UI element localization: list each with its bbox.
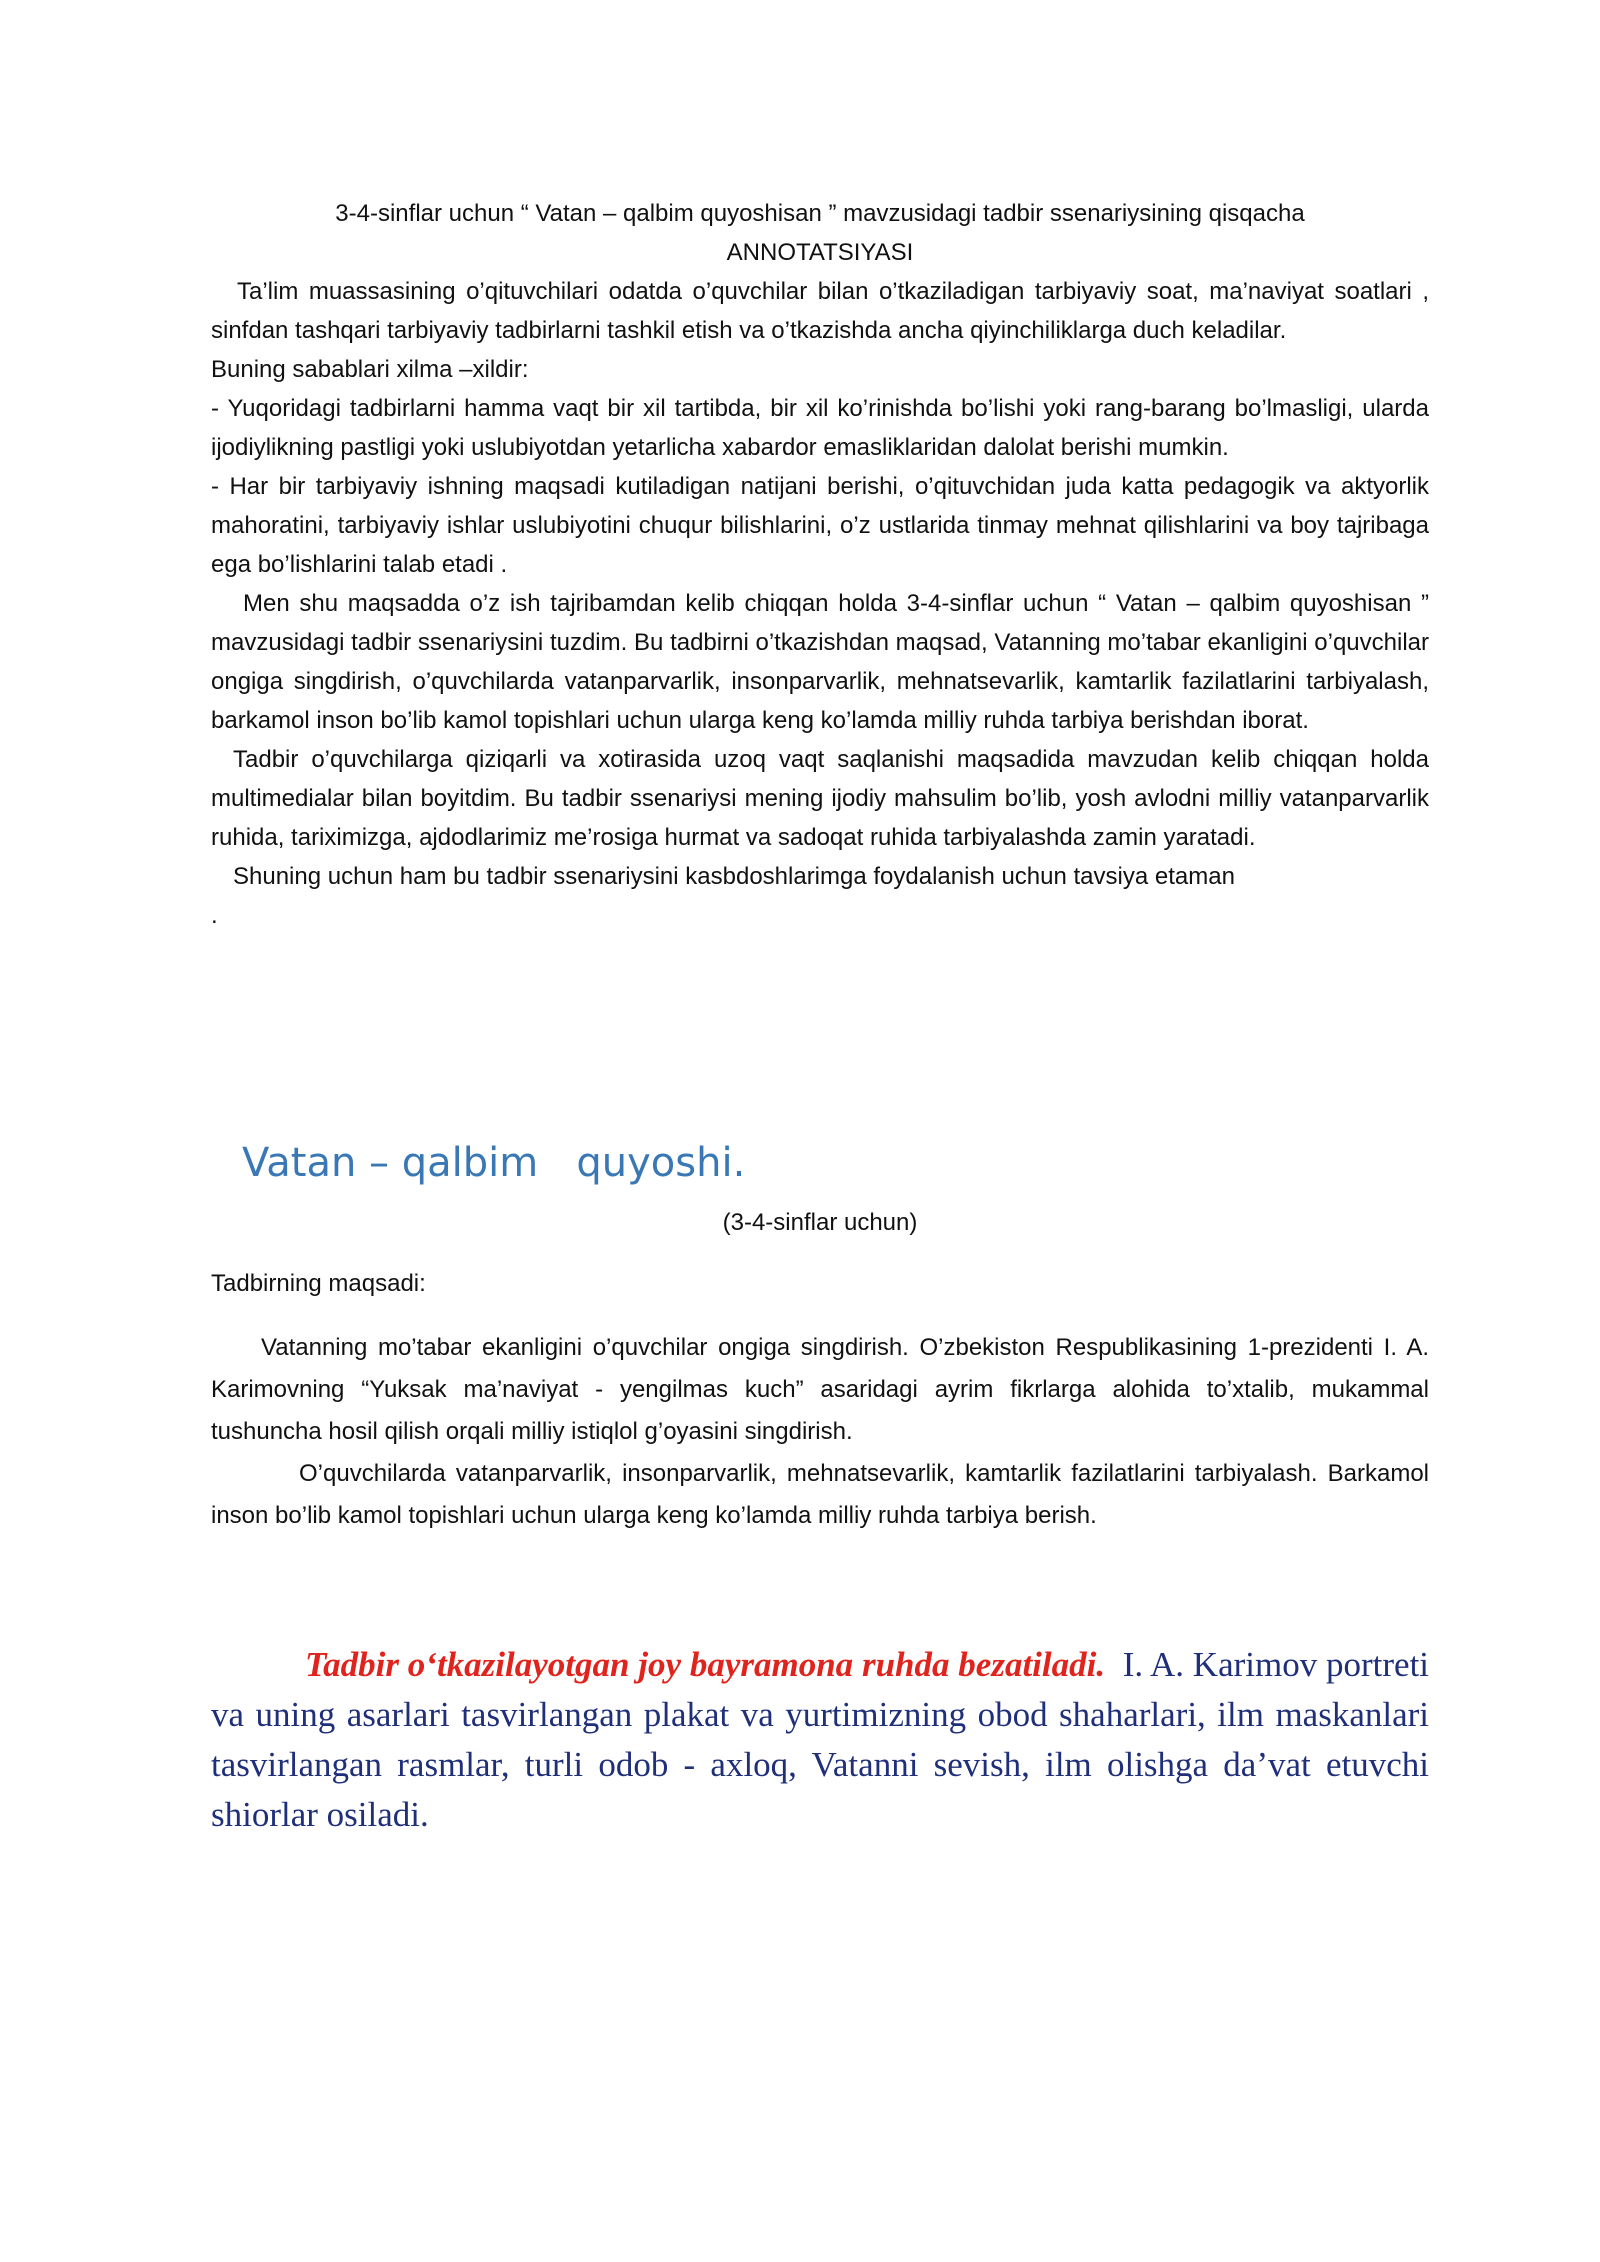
goal-label: Tadbirning maqsadi: bbox=[211, 1270, 426, 1297]
goal-paragraph-2: O’quvchilarda vatanparvarlik, insonparvarlik, mehnatsevarlik, kamtarlik fazilatlarini tarbiyalash. Barkamol inson bo’lib kamol topishlari uchun ularga keng ko’lamda milliy ruhda tarbiya berish. bbox=[211, 1460, 1429, 1529]
annotation-paragraph-7: Shuning uchun ham bu tadbir ssenariysini kasbdoshlarimga foydalanish uchun tavsiya etaman bbox=[233, 863, 1235, 890]
goal-paragraph-1: Vatanning mo’tabar ekanligini o’quvchilar ongiga singdirish. O’zbekiston Respublikasining 1-prezidenti I. A. Karimovning “Yuksak ma’naviyat - yengilmas kuch” asaridagi ayrim fikrlarga alohida to’xtalib, mukammal tushuncha hosil qilish orqali milliy istiqlol g’oyasini singdirish. bbox=[211, 1334, 1429, 1445]
annotation-body bbox=[211, 272, 1429, 935]
annotation-paragraph-5: Men shu maqsadda o’z ish tajribamdan kelib chiqqan holda 3-4-sinflar uchun “ Vatan – qalbim quyoshisan ” mavzusidagi tadbir ssenariysini tuzdim. Bu tadbirni o’tkazishdan maqsad, Vatanning mo’tabar ekanligini o’quvchilar ongiga singdirish, o’quvchilarda vatanparvarlik, insonparvarlik, mehnatsevarlik, kamtarlik fazilatlarini tarbiyalash, barkamol inson bo’lib kamol topishlari uchun ularga keng ko’lamda milliy ruhda tarbiya berishdan iborat. bbox=[211, 590, 1429, 734]
annotation-paragraph-1: Ta’lim muassasining o’qituvchilari odatda o’quvchilar bilan o’tkaziladigan tarbiyaviy soat, ma’naviyat soatlari , sinfdan tashqari tarbiyaviy tadbirlarni tashkil etish va o’tkazishda ancha qiyinchiliklarga duch keladilar. bbox=[211, 278, 1429, 344]
annotation-paragraph-3: - Yuqoridagi tadbirlarni hamma vaqt bir xil tartibda, bir xil ko’rinishda bo’lishi yoki rang-barang bo’lmasligi, ularda ijodiylikning pastligi yoki uslubiyotdan yetarlicha xabardor emasliklaridan dalolat berishi mumkin. bbox=[211, 395, 1429, 461]
annotation-paragraph-7-end: . bbox=[211, 902, 218, 929]
decoration-note: Tadbir o‘tkazilayotgan joy bayramona ruhda bezatiladi. bbox=[305, 1645, 1106, 1684]
annotation-paragraph-2: Buning sabablari xilma –xildir: bbox=[211, 356, 529, 383]
event-subheading: (3-4-sinflar uchun) bbox=[722, 1209, 918, 1236]
annotation-title bbox=[211, 194, 1429, 272]
annotation-paragraph-6: Tadbir o’quvchilarga qiziqarli va xotirasida uzoq vaqt saqlanishi maqsadida mavzudan kelib chiqqan holda multimedialar bilan boyitdim. Bu tadbir ssenariysi mening ijodiy mahsulim bo’lib, yosh avlodni milliy vatanparvarlik ruhida, tariximizga, ajdodlarimiz me’rosiga hurmat va sadoqat ruhida tarbiyalashda zamin yaratadi. bbox=[211, 746, 1429, 851]
decoration-description: I. A. Karimov portreti va uning asarlari tasvirlangan plakat va yurtimizning obod shaharlari, ilm maskanlari tasvirlangan rasmlar, turli odob - axloq, Vatanni sevish, ilm olishga da’vat etuvchi shiorlar osiladi. bbox=[211, 1645, 1430, 1834]
annotation-title-line2: ANNOTATSIYASI bbox=[726, 239, 914, 266]
goal-body bbox=[211, 1327, 1429, 1537]
event-heading: Vatan – qalbim quyoshi. bbox=[242, 1140, 746, 1186]
annotation-title-line1: 3-4-sinflar uchun “ Vatan – qalbim quyoshisan ” mavzusidagi tadbir ssenariysining qisqacha bbox=[335, 200, 1305, 227]
annotation-paragraph-4: - Har bir tarbiyaviy ishning maqsadi kutiladigan natijani berishi, o’qituvchidan juda katta pedagogik va aktyorlik mahoratini, tarbiyaviy ishlar uslubiyotini chuqur bilishlarini, o’z ustlarida tinmay mehnat qilishlarini va boy tajribaga ega bo’lishlarini talab etadi . bbox=[211, 473, 1429, 578]
decoration-paragraph bbox=[211, 1640, 1429, 1840]
